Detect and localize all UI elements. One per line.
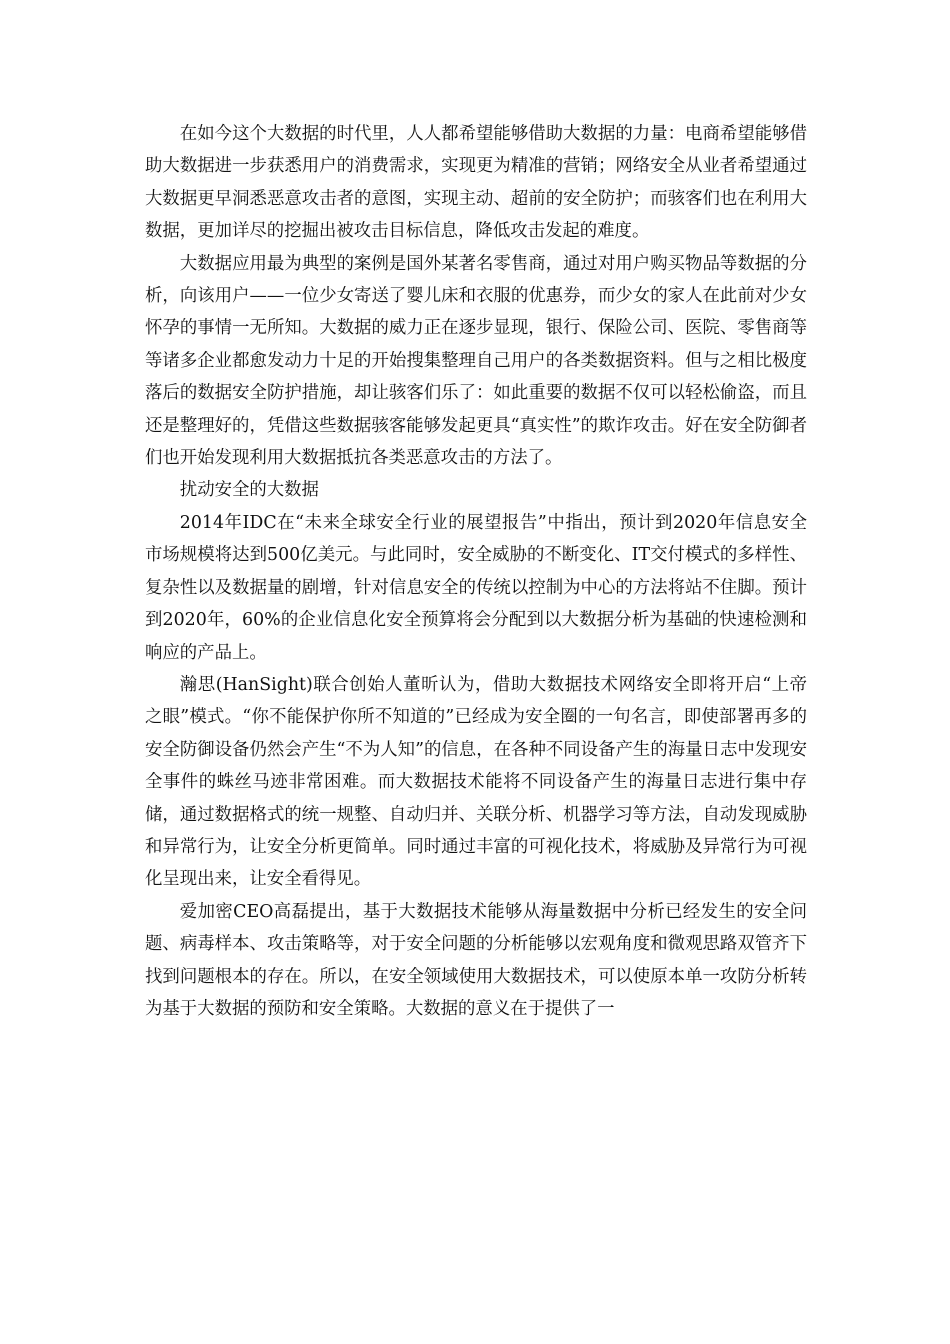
paragraph-hansight: 瀚思(HanSight)联合创始人董昕认为，借助大数据技术网络安全即将开启“上帝之眼”模式。“你不能保护你所不知道的”已经成为安全圈的一句名言，即使部署再多的安全防御设备仍然会产生“不为人知”的信息，在各种不同设备产生的海量日志中发现安全事件的蛛丝马迹非常困难。而大数据技术能将不同设备产生的海量日志进行集中存储，通过数据格式的统一规整、自动归并、关联分析、机器学习等方法，自动发现威胁和异常行为，让安全分析更简单。同时通过丰富的可视化技术，将威胁及异常行为可视化呈现出来，让安全看得见。 [145,674,807,890]
paragraph-retail-case: 大数据应用最为典型的案例是国外某著名零售商，通过对用户购买物品等数据的分析，向该用户——一位少女寄送了婴儿床和衣服的优惠券，而少女的家人在此前对少女怀孕的事情一无所知。大数据的威力正在逐步显现，银行、保险公司、医院、零售商等等诸多企业都愈发动力十足的开始搜集整理自己用户的各类数据资料。但与之相比极度落后的数据安全防护措施，却让骇客们乐了：如此重要的数据不仅可以轻松偷盗，而且还是整理好的，凭借这些数据骇客能够发起更具“真实性”的欺诈攻击。好在安全防御者们也开始发现利用大数据抵抗各类恶意攻击的方法了。 [145,253,807,469]
section-heading: 扰动安全的大数据 [179,480,319,501]
paragraph-idc-report: 2014年IDC在“未来全球安全行业的展望报告”中指出，预计到2020年信息安全市场规模将达到500亿美元。与此同时，安全威胁的不断变化、IT交付模式的多样性、复杂性以及数据量的剧增，针对信息安全的传统以控制为中心的方法将站不住脚。预计到2020年，60%的企业信息化安全预算将会分配到以大数据分析为基础的快速检测和响应的产品上。 [145,512,807,663]
paragraph-intro: 在如今这个大数据的时代里，人人都希望能够借助大数据的力量：电商希望能够借助大数据进一步获悉用户的消费需求，实现更为精准的营销；网络安全从业者希望通过大数据更早洞悉恶意攻击者的意图，实现主动、超前的安全防护；而骇客们也在利用大数据，更加详尽的挖掘出被攻击目标信息，降低攻击发起的难度。 [145,124,807,242]
document-body [145,118,807,1025]
paragraph-ijiami: 爱加密CEO高磊提出，基于大数据技术能够从海量数据中分析已经发生的安全问题、病毒样本、攻击策略等，对于安全问题的分析能够以宏观角度和微观思路双管齐下找到问题根本的存在。所以，在安全领域使用大数据技术，可以使原本单一攻防分析转为基于大数据的预防和安全策略。大数据的意义在于提供了一 [145,901,807,1019]
